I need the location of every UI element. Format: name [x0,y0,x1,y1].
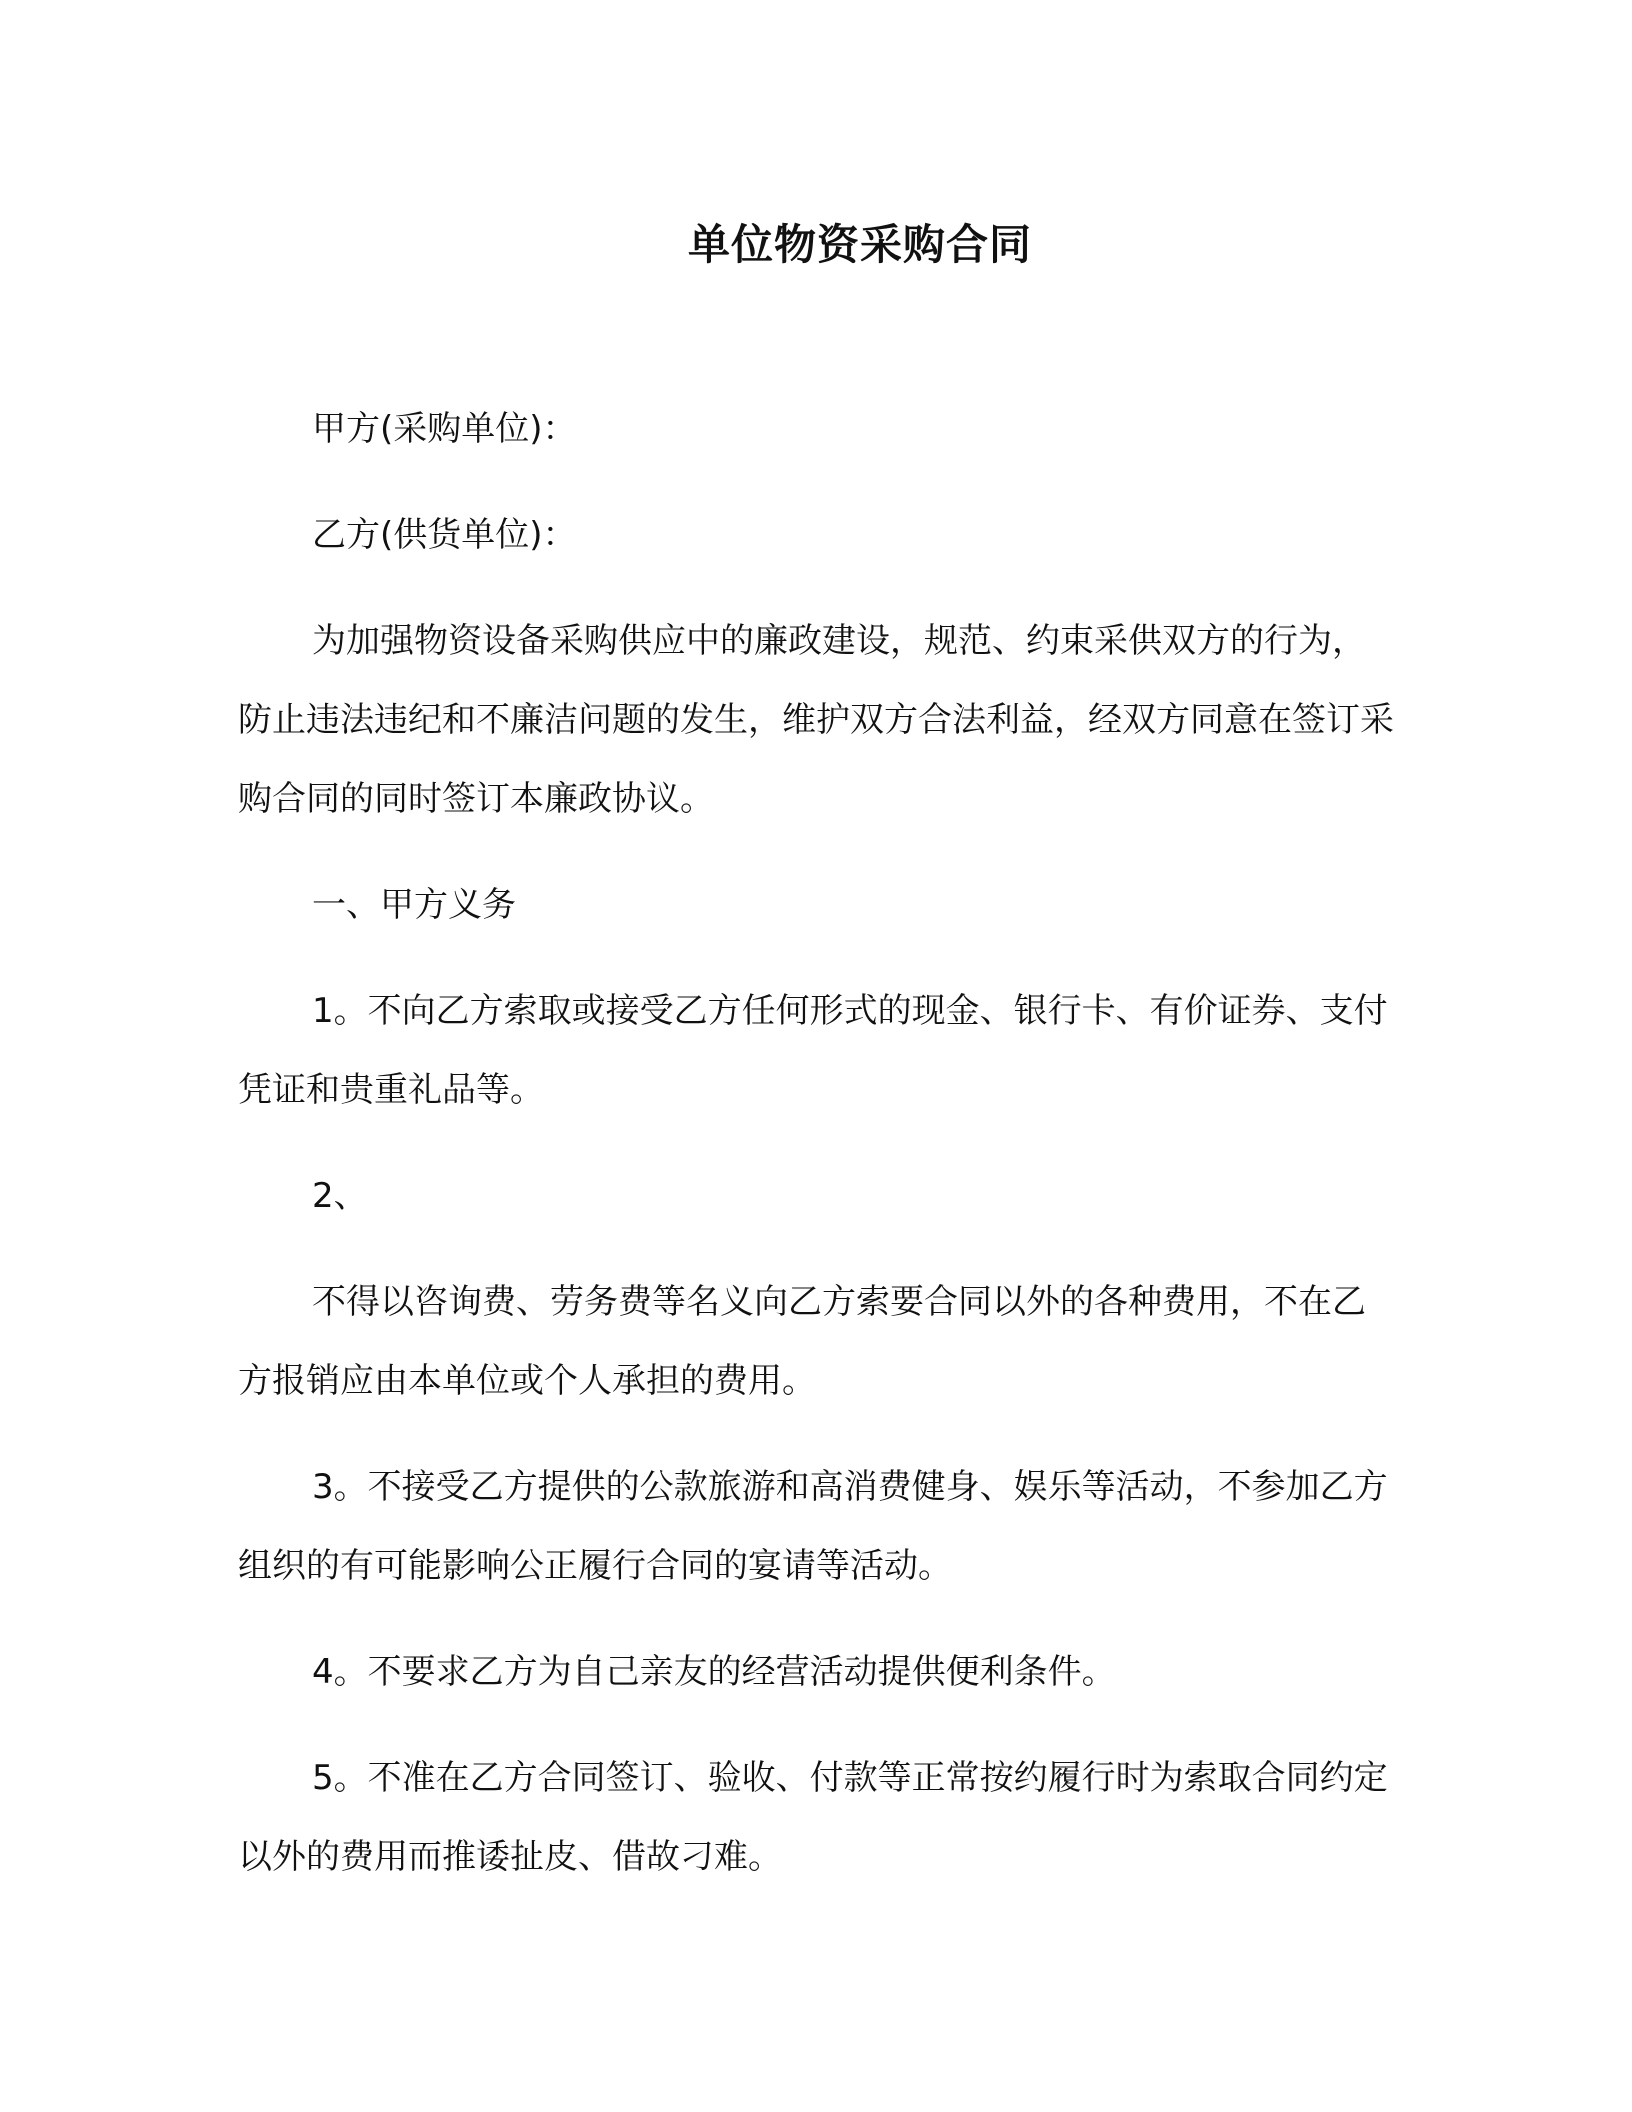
preamble-paragraph: 为加强物资设备采购供应中的廉政建设，规范、约束采供双方的行为，防止违法违纪和不廉洁问题的发生，维护双方合法利益，经双方同意在签订采购合同的同时签订本廉政协议。 [238,621,1394,819]
document-body [238,390,1398,1924]
clause-3: 3。不接受乙方提供的公款旅游和高消费健身、娱乐等活动，不参加乙方组织的有可能影响公正履行合同的宴请等活动。 [238,1467,1388,1586]
section-heading-party-a-obligations: 一、甲方义务 [312,885,516,925]
clause-5: 5。不准在乙方合同签订、验收、付款等正常按约履行时为索取合同约定以外的费用而推诿扯皮、借故刁难。 [238,1758,1388,1877]
document-title: 单位物资采购合同 [687,220,1032,269]
party-b-line: 乙方(供货单位)： [312,515,577,555]
clause-1: 1。不向乙方索取或接受乙方任何形式的现金、银行卡、有价证券、支付凭证和贵重礼品等。 [238,991,1388,1110]
clause-2-text: 不得以咨询费、劳务费等名义向乙方索要合同以外的各种费用，不在乙方报销应由本单位或个人承担的费用。 [238,1282,1366,1401]
clause-4: 4。不要求乙方为自己亲友的经营活动提供便利条件。 [312,1652,1116,1692]
clause-2-number: 2、 [312,1176,368,1216]
party-a-line: 甲方(采购单位)： [312,409,577,449]
